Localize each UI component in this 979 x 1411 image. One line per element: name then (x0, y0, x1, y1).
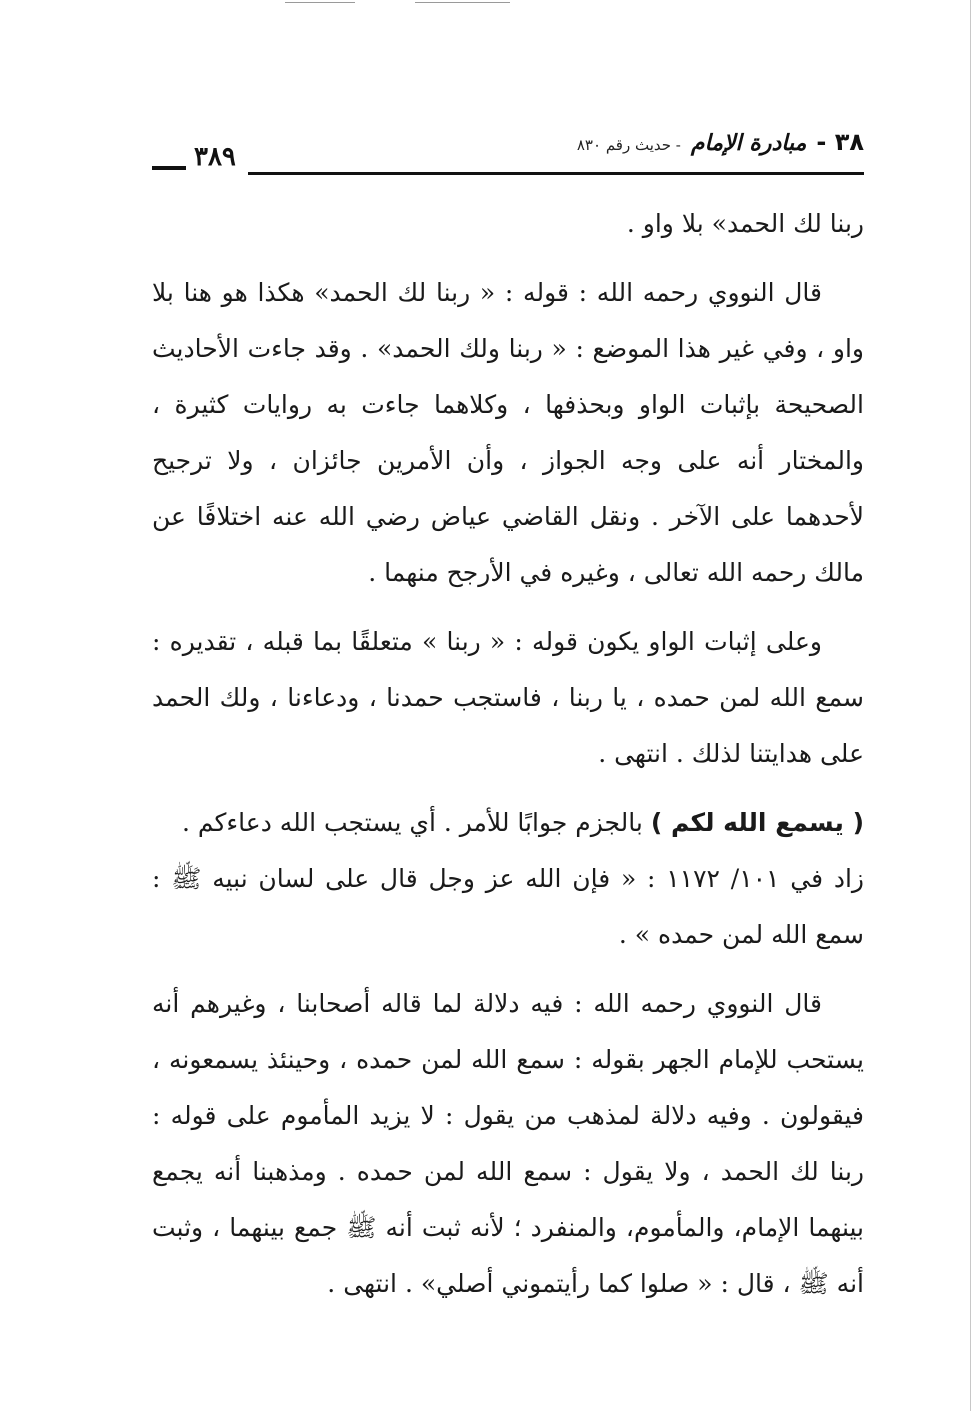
paragraph-nawawi-commentary: قال النووي رحمه الله : قوله : « ربنا لك الحمد» هكذا هو هنا بلا واو ، وفي غير هذا الموضع : « ربنا ولك الحمد» . وقد جاءت الأحاديث الصحيحة بإثبات الواو وبحذفها ، وكلاهما جاءت به روايات كثيرة ، والمختار أنه على وجه الجواز ، وأن الأمرين جائزان ، ولا ترجيح لأحدهما على الآخر . ونقل القاضي عياض رضي الله عنه اختلافًا عن مالك رحمه الله تعالى ، وغيره في الأرجح منهما . (152, 278, 864, 587)
scan-edge-line (970, 0, 971, 1411)
page-number: ٣٨٩ (194, 142, 236, 172)
paragraph-hadith-phrase (152, 795, 864, 851)
paragraph-continuation: ربنا لك الحمد» بلا واو . (626, 209, 864, 238)
hadith-phrase-bold: ( يسمع الله لكم ) (650, 808, 864, 837)
page-header (152, 128, 864, 184)
page-body (152, 196, 864, 1312)
chapter-title: مبادرة الإمام (690, 131, 807, 156)
header-rule (248, 172, 864, 175)
paragraph-waw-explanation: وعلى إثبات الواو يكون قوله : « ربنا » متعلقًا بما قبله ، تقديره : سمع الله لمن حمده ، يا ربنا ، فاستجب حمدنا ، ودعاءنا ، ولك الحمد على هدايتنا لذلك . انتهى . (152, 627, 864, 768)
page-number-group (152, 142, 236, 172)
running-title (577, 128, 864, 156)
paragraph-addition: زاد في ١٠١/ ١١٧٢ : « فإن الله عز وجل قال على لسان نبيه ﷺ : سمع الله لمن حمده » . (152, 864, 864, 949)
paragraph-nawawi-ruling: قال النووي رحمه الله : فيه دلالة لما قاله أصحابنا ، وغيرهم أنه يستحب للإمام الجهر بقوله : سمع الله لمن حمده ، وحينئذ يسمعونه ، فيقولون . وفيه دلالة لمذهب من يقول : لا يزيد المأموم على قوله : ربنا لك الحمد ، ولا يقول : سمع الله لمن حمده . ومذهبنا أنه يجمع بينهما الإمام، والمأموم، والمنفرد ؛ لأنه ثبت أنه ﷺ جمع بينهما ، وثبت أنه ﷺ ، قال : « صلوا كما رأيتموني أصلي» . انتهى . (152, 989, 864, 1298)
chapter-number: ٣٨ - (816, 128, 864, 156)
page-number-dash (152, 166, 186, 170)
hadith-reference: - حديث رقم ٨٣٠ (576, 136, 681, 154)
scan-top-marks (285, 2, 515, 6)
hadith-phrase-gloss: بالجزم جوابًا للأمر . أي يستجب الله دعاءكم . (181, 808, 643, 837)
